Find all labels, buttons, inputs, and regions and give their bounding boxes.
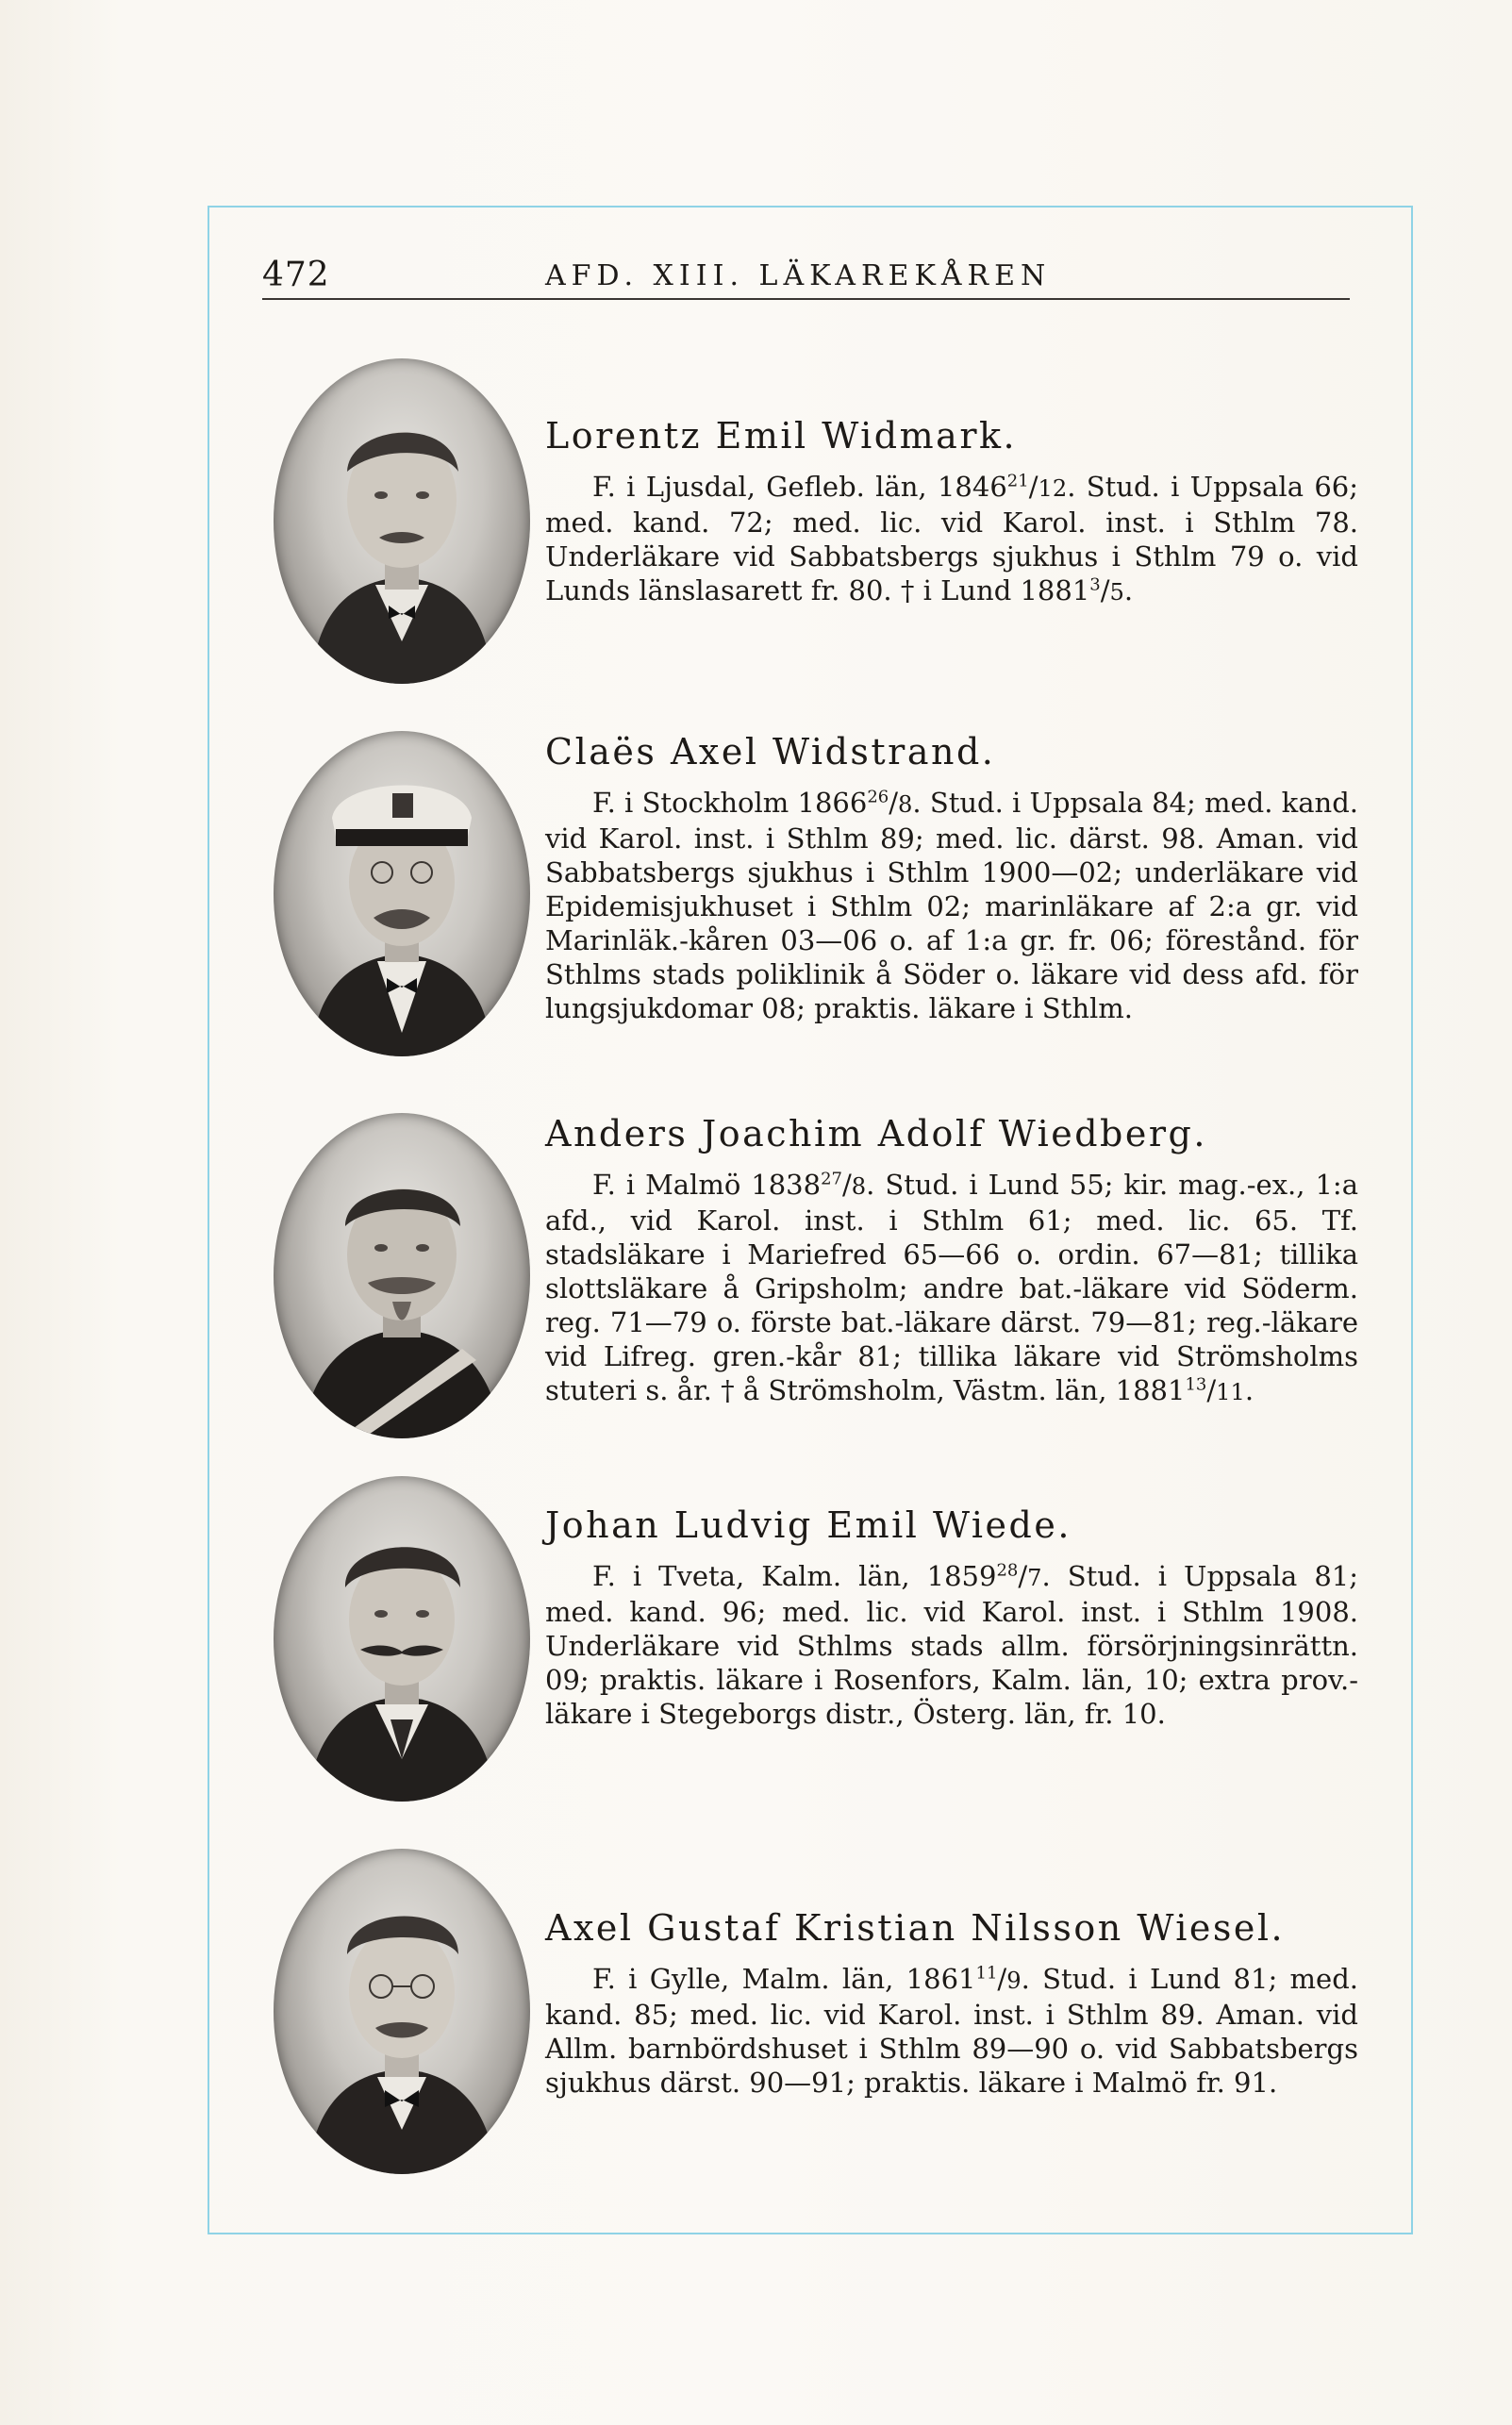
running-head: AFD. XIII. LÄKAREKÅREN — [545, 259, 1052, 292]
entry-biography: F. i Gylle, Malm. län, 1861$^{11}$/9. Stud. i Lund 81; med. kand. 85; med. lic. vid Karol. inst. i Sthlm 89. Aman. vid Allm. barnbördshuset i Sthlm 89—90 o. vid Sabbatsbergs sjukhus därst. 90—91; praktis. läkare i Malmö fr. 91. — [545, 1963, 1358, 2099]
entry-name: Claës Axel Widstrand. — [545, 731, 996, 772]
entry-biography: F. i Ljusdal, Gefleb. län, 1846$^{21}$/12. Stud. i Uppsala 66; med. kand. 72; med. lic. vid Karol. inst. i Sthlm 78. Underläkare vid Sabbatsbergs sjukhus i Sthlm 79 o. vid Lunds länslasarett fr. 80. † i Lund 1881$^3$/5. — [545, 471, 1358, 606]
page-number: 472 — [262, 256, 330, 294]
entry-name: Axel Gustaf Kristian Nilsson Wiesel. — [545, 1907, 1286, 1949]
portrait-photo — [274, 358, 530, 684]
entry-biography: F. i Malmö 1838$^{27}$/8. Stud. i Lund 55; kir. mag.-ex., 1:a afd., vid Karol. inst. i Sthlm 61; med. lic. 65. Tf. stadsläkare i Mariefred 65—66 o. ordin. 67—81; tillika slottsläkare å Gripsholm; andre bat.-läkare vid Söderm. reg. 71—79 o. förste bat.-läkare därst. 79—81; reg.-läkare vid Lifreg. gren.-kår 81; tillika läkare vid Strömsholms stuteri s. år. † å Strömsholm, Västm. län, 1881$^{13}$/11. — [545, 1169, 1358, 1406]
portrait-photo — [274, 1113, 530, 1438]
entry-biography: F. i Tveta, Kalm. län, 1859$^{28}$/7. Stud. i Uppsala 81; med. kand. 96; med. lic. vid Karol. inst. i Sthlm 1908. Underläkare vid Sthlms stads allm. försörjningsinrättn. 09; praktis. läkare i Rosenfors, Kalm. län, 10; extra prov.-läkare i Stegeborgs distr., Österg. län, fr. 10. — [545, 1560, 1359, 1730]
entry-name: Lorentz Emil Widmark. — [545, 415, 1018, 457]
entry-name: Johan Ludvig Emil Wiede. — [545, 1504, 1072, 1546]
portrait-photo — [274, 1476, 530, 1802]
entry-name: Anders Joachim Adolf Wiedberg. — [545, 1113, 1207, 1154]
portrait-photo — [274, 1849, 530, 2174]
portrait-photo — [274, 731, 530, 1056]
page-header — [262, 253, 1350, 300]
entry-biography: F. i Stockholm 1866$^{26}$/8. Stud. i Uppsala 84; med. kand. vid Karol. inst. i Sthlm 89; med. lic. därst. 98. Aman. vid Sabbatsbergs sjukhus i Sthlm 1900—02; underläkare vid Epidemisjukhuset i Sthlm 02; marinläkare af 2:a gr. vid Marinläk.-kåren 03—06 o. af 1:a gr. fr. 06; förestånd. för Sthlms stads poliklinik å Söder o. läkare vid dess afd. för lungsjukdomar 08; praktis. läkare i Sthlm. — [545, 787, 1358, 1024]
